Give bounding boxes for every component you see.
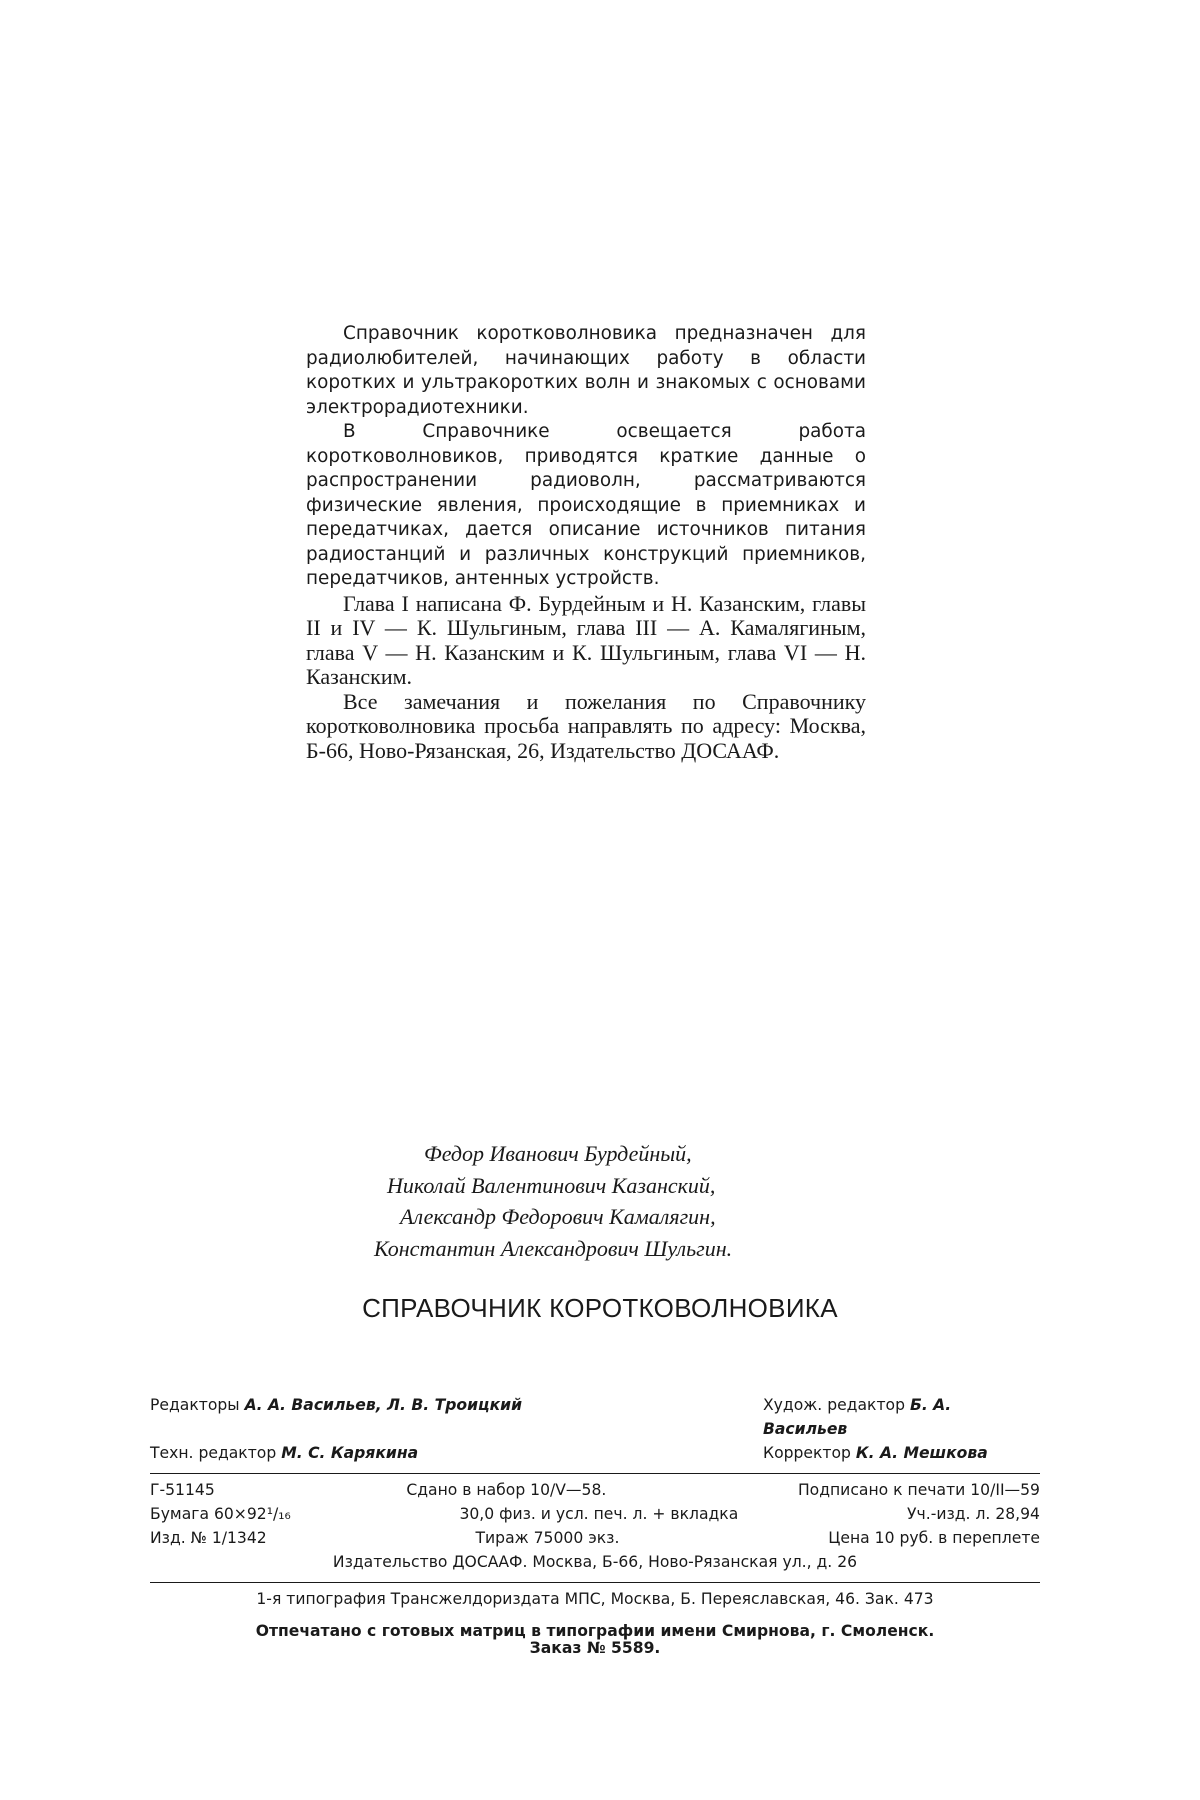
editors-label: Редакторы [150, 1396, 240, 1414]
annotation-paragraph: В Справочнике освещается работа коротковолновиков, приводятся краткие данные о распространении радиоволн, рассматриваются физические явления, происходящие в приемниках и передатчиках, дается описание источников питания радиостанций и различных конструкций приемников, передатчиков, антенных устройств. [306, 421, 866, 589]
order-number: Заказ № 5589. [529, 1639, 661, 1657]
publication-row [150, 1526, 1040, 1550]
publication-row [150, 1478, 1040, 1502]
edition-number: Изд. № 1/1342 [150, 1529, 267, 1547]
tech-editor-name: М. С. Карякина [281, 1444, 419, 1462]
divider [150, 1582, 1040, 1583]
price: Цена 10 руб. в переплете [828, 1529, 1040, 1547]
art-editor-name: Б. А. Васильев [763, 1396, 952, 1438]
signed-date: Подписано к печати 10/II—59 [797, 1481, 1040, 1499]
editors-line [150, 1393, 595, 1441]
printer-line: 1-я типография Трансжелдориздата МПС, Москва, Б. Переяславская, 46. Зак. 473 [256, 1590, 934, 1608]
author-name: Константин Александрович Шульгин. [374, 1235, 733, 1261]
editors-names: А. А. Васильев, Л. В. Троицкий [244, 1396, 523, 1414]
publication-row [150, 1502, 1040, 1526]
annotation [306, 322, 866, 763]
divider [150, 1473, 1040, 1474]
tech-editor-label: Техн. редактор [150, 1444, 277, 1462]
credits [150, 1393, 1040, 1465]
annotation-paragraph: Глава I написана Ф. Бурдейным и Н. Казанским, главы II и IV — К. Шульгиным, глава III — А. Камалягиным, глава V — Н. Казанским и К. Шульгиным, глава VI — Н. Казанским. [306, 590, 866, 689]
paper-format: Бумага 60×92¹/₁₆ [150, 1505, 291, 1523]
printed-from [150, 1623, 1040, 1657]
proofreader-name: К. А. Мешкова [855, 1444, 988, 1462]
author-name: Николай Валентинович Казанский, [387, 1172, 716, 1198]
typeset-date: Сдано в набор 10/V—58. [406, 1481, 607, 1499]
book-title: СПРАВОЧНИК КОРОТКОВОЛНОВИКА [362, 1293, 838, 1323]
publication-code: Г-51145 [150, 1481, 215, 1499]
edition-sheets: Уч.-изд. л. 28,94 [907, 1505, 1040, 1523]
annotation-paragraph: Все замечания и пожелания по Справочнику коротковолновика просьба направлять по адресу: Москва, Б-66, Ново-Рязанская, 26, Издательство ДОСААФ. [306, 688, 866, 763]
print-run: Тираж 75000 экз. [475, 1529, 620, 1547]
annotation-paragraph: Справочник коротковолновика предназначен для радиолюбителей, начинающих работу в области коротких и ультракоротких волн и знакомых с основами электрорадиотехники. [306, 323, 866, 418]
print-sheets: 30,0 физ. и усл. печ. л. + вкладка [459, 1505, 739, 1523]
proofreader-label: Корректор [763, 1444, 851, 1462]
tech-editor-line [150, 1441, 595, 1465]
author-name: Федор Иванович Бурдейный, [424, 1141, 692, 1166]
imprint [150, 1393, 1040, 1657]
printed-from-text: Отпечатано с готовых матриц в типографии имени Смирнова, г. Смоленск. [255, 1622, 935, 1640]
authors-list [300, 1138, 920, 1264]
author-name: Александр Федорович Камалягин, [400, 1204, 716, 1229]
proofreader-line [595, 1441, 1040, 1465]
art-editor-label: Худож. редактор [763, 1396, 905, 1414]
art-editor-line [595, 1393, 1040, 1441]
publisher-address: Издательство ДОСААФ. Москва, Б-66, Ново-Рязанская ул., д. 26 [332, 1553, 858, 1571]
